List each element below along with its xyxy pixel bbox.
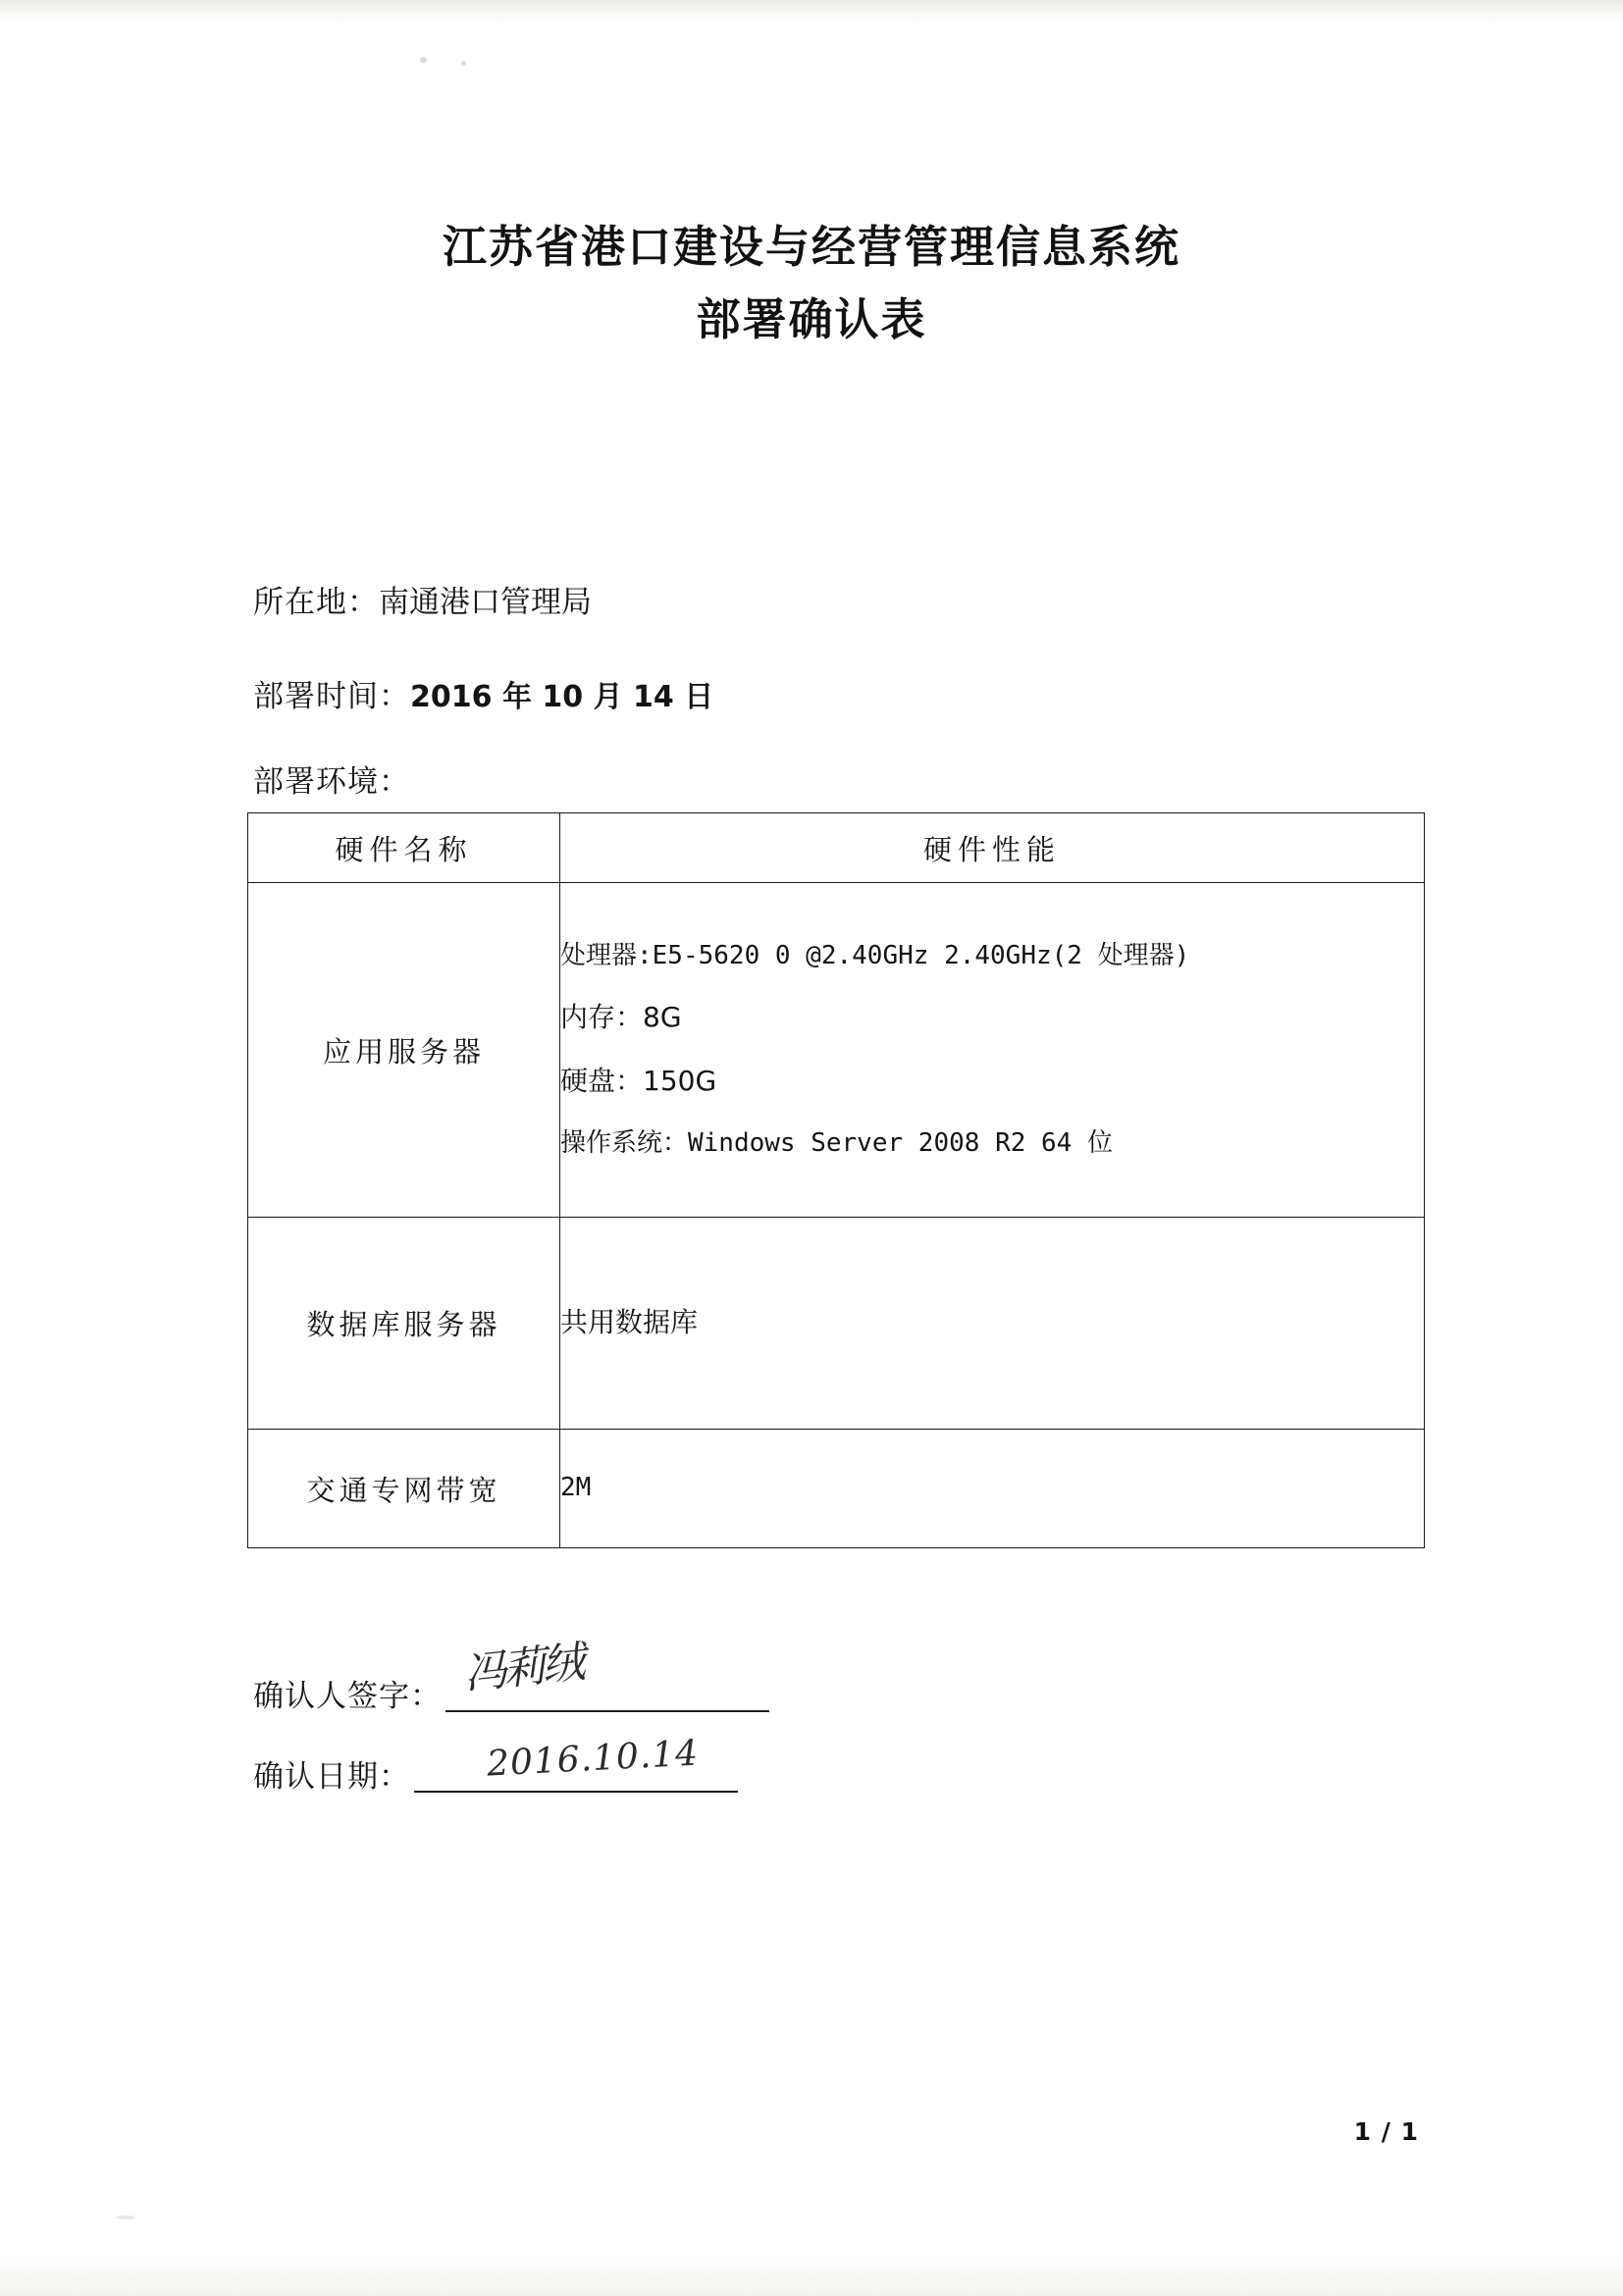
row-name-app-server: 应用服务器: [248, 883, 560, 1218]
row-spec-db-server: [560, 1218, 1425, 1430]
spec-line: 处理器:E5-5620 0 @2.40GHz 2.40GHz(2 处理器): [560, 940, 1190, 970]
spec-line: 共用数据库: [560, 1306, 699, 1339]
table-row: [248, 1218, 1425, 1430]
meta-env-label: 部署环境：: [253, 764, 410, 800]
table-header-hardware-name: 硬件名称: [248, 813, 560, 883]
signature-date-label: 确认日期：: [253, 1759, 410, 1795]
row-name-network-bandwidth: 交通专网带宽: [248, 1430, 560, 1548]
meta-deploy-time: [253, 680, 713, 714]
page-number: 1 / 1: [1353, 2117, 1419, 2146]
table-row: [248, 1430, 1425, 1548]
meta-time-label: 部署时间：: [253, 679, 410, 714]
signature-handwritten: 冯莉绒: [461, 1637, 584, 1700]
row-name-db-server: 数据库服务器: [248, 1218, 560, 1430]
meta-time-value: 2016 年 10 月 14 日: [410, 680, 714, 714]
environment-table: [247, 812, 1425, 1548]
row-spec-network-bandwidth: [560, 1430, 1425, 1548]
title-line-1: 江苏省港口建设与经营管理信息系统: [442, 221, 1180, 273]
spec-line: 2M: [560, 1473, 592, 1503]
signature-name-label: 确认人签字：: [253, 1679, 442, 1714]
meta-location-label: 所在地：: [253, 585, 379, 620]
meta-environment-label: [253, 765, 410, 799]
spec-line: 硬盘：150G: [560, 1065, 717, 1097]
table-header-hardware-spec: 硬件性能: [560, 813, 1425, 883]
table-row: [248, 883, 1425, 1218]
spec-line: 内存：8G: [560, 1001, 682, 1034]
spec-line: 操作系统：Windows Server 2008 R2 64 位: [560, 1127, 1113, 1158]
meta-location-value: 南通港口管理局: [379, 585, 592, 620]
title-line-2: 部署确认表: [696, 293, 927, 345]
signature-date-handwritten: 2016.10.14: [486, 1733, 701, 1785]
meta-location: [253, 586, 592, 619]
table-header-row: [248, 813, 1425, 883]
row-spec-app-server: [560, 883, 1425, 1218]
page-title: [0, 211, 1623, 356]
